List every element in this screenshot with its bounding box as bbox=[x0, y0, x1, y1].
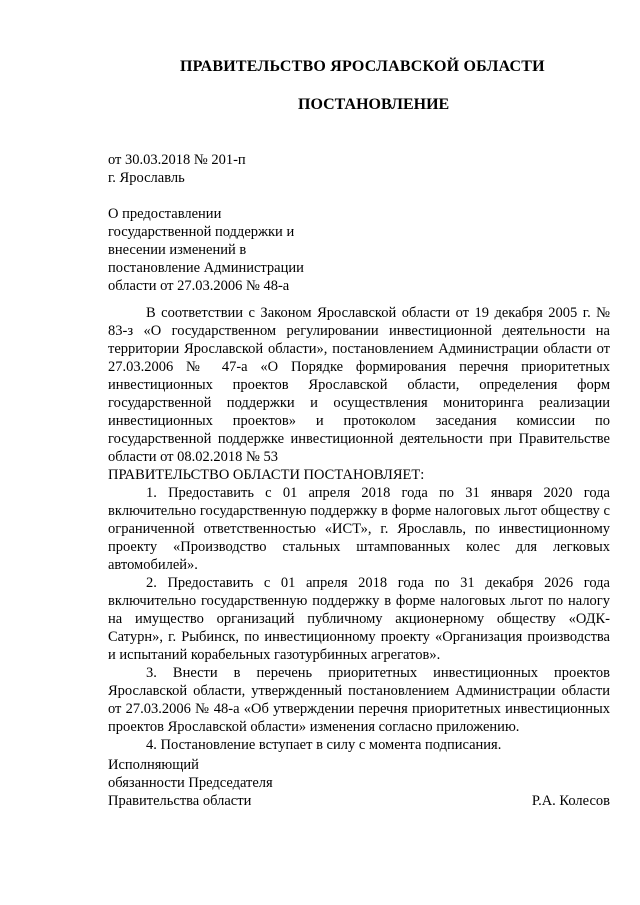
signatory-title-line: Исполняющий bbox=[108, 757, 199, 773]
resolution-heading: ПРАВИТЕЛЬСТВО ОБЛАСТИ ПОСТАНОВЛЯЕТ: bbox=[108, 467, 425, 483]
resolution-item: 2. Предоставить с 01 апреля 2018 года по 31 декабря 2026 года включительно государственную поддержку в форме налоговых льгот по налогу на имущество организаций публичному акционерному обществу «ОДК-Сатурн», г. Рыбинск, по инвестиционному проекту «Организация производства и испытаний корабельных газотурбинных агрегатов». bbox=[108, 575, 610, 663]
subject-line: внесении изменений в bbox=[108, 242, 247, 258]
signatory-name: Р.А. Колесов bbox=[531, 793, 610, 809]
date-number: от 30.03.2018 № 201-п bbox=[108, 152, 246, 168]
city: г. Ярославль bbox=[108, 170, 185, 186]
signature-block bbox=[108, 756, 610, 810]
document-body bbox=[108, 304, 610, 754]
subject-line: постановление Администрации bbox=[108, 260, 304, 276]
document-type: ПОСТАНОВЛЕНИЕ bbox=[298, 96, 450, 113]
subject-line: государственной поддержки и bbox=[108, 224, 295, 240]
signatory-title-line: Правительства области bbox=[108, 793, 252, 809]
signature-row bbox=[108, 792, 610, 810]
document-subject bbox=[108, 205, 304, 295]
org-title: ПРАВИТЕЛЬСТВО ЯРОСЛАВСКОЙ ОБЛАСТИ bbox=[180, 58, 545, 75]
resolution-item: 3. Внести в перечень приоритетных инвестиционных проектов Ярославской области, утвержденный постановлением Администрации области от 27.03.2006 № 48-а «Об утверждении перечня приоритетных инвестиционных проектов Ярославской области» изменения согласно приложению. bbox=[108, 665, 610, 735]
preamble: В соответствии с Законом Ярославской области от 19 декабря 2005 г. № 83-з «О государственном регулировании инвестиционной деятельности на территории Ярославской области», постановлением Администрации области от 27.03.2006 № 47-а «О Порядке формирования перечня приоритетных инвестиционных проектов Ярославской области, определения форм государственной поддержки и осуществления мониторинга реализации инвестиционных проектов» и протоколом заседания комиссии по государственной поддержке инвестиционной деятельности при Правительстве области от 08.02.2018 № 53 bbox=[108, 305, 610, 465]
document-meta bbox=[108, 151, 246, 187]
subject-line: области от 27.03.2006 № 48-а bbox=[108, 278, 290, 294]
signatory-title-line: обязанности Председателя bbox=[108, 775, 273, 791]
resolution-item: 1. Предоставить с 01 апреля 2018 года по 31 января 2020 года включительно государственную поддержку в форме налоговых льгот обществу с ограниченной ответственностью «ИСТ», г. Ярославль, по инвестиционному проекту «Производство стальных штампованных колес для легковых автомобилей». bbox=[108, 485, 610, 573]
resolution-item: 4. Постановление вступает в силу с момента подписания. bbox=[146, 737, 502, 753]
subject-line: О предоставлении bbox=[108, 206, 222, 222]
